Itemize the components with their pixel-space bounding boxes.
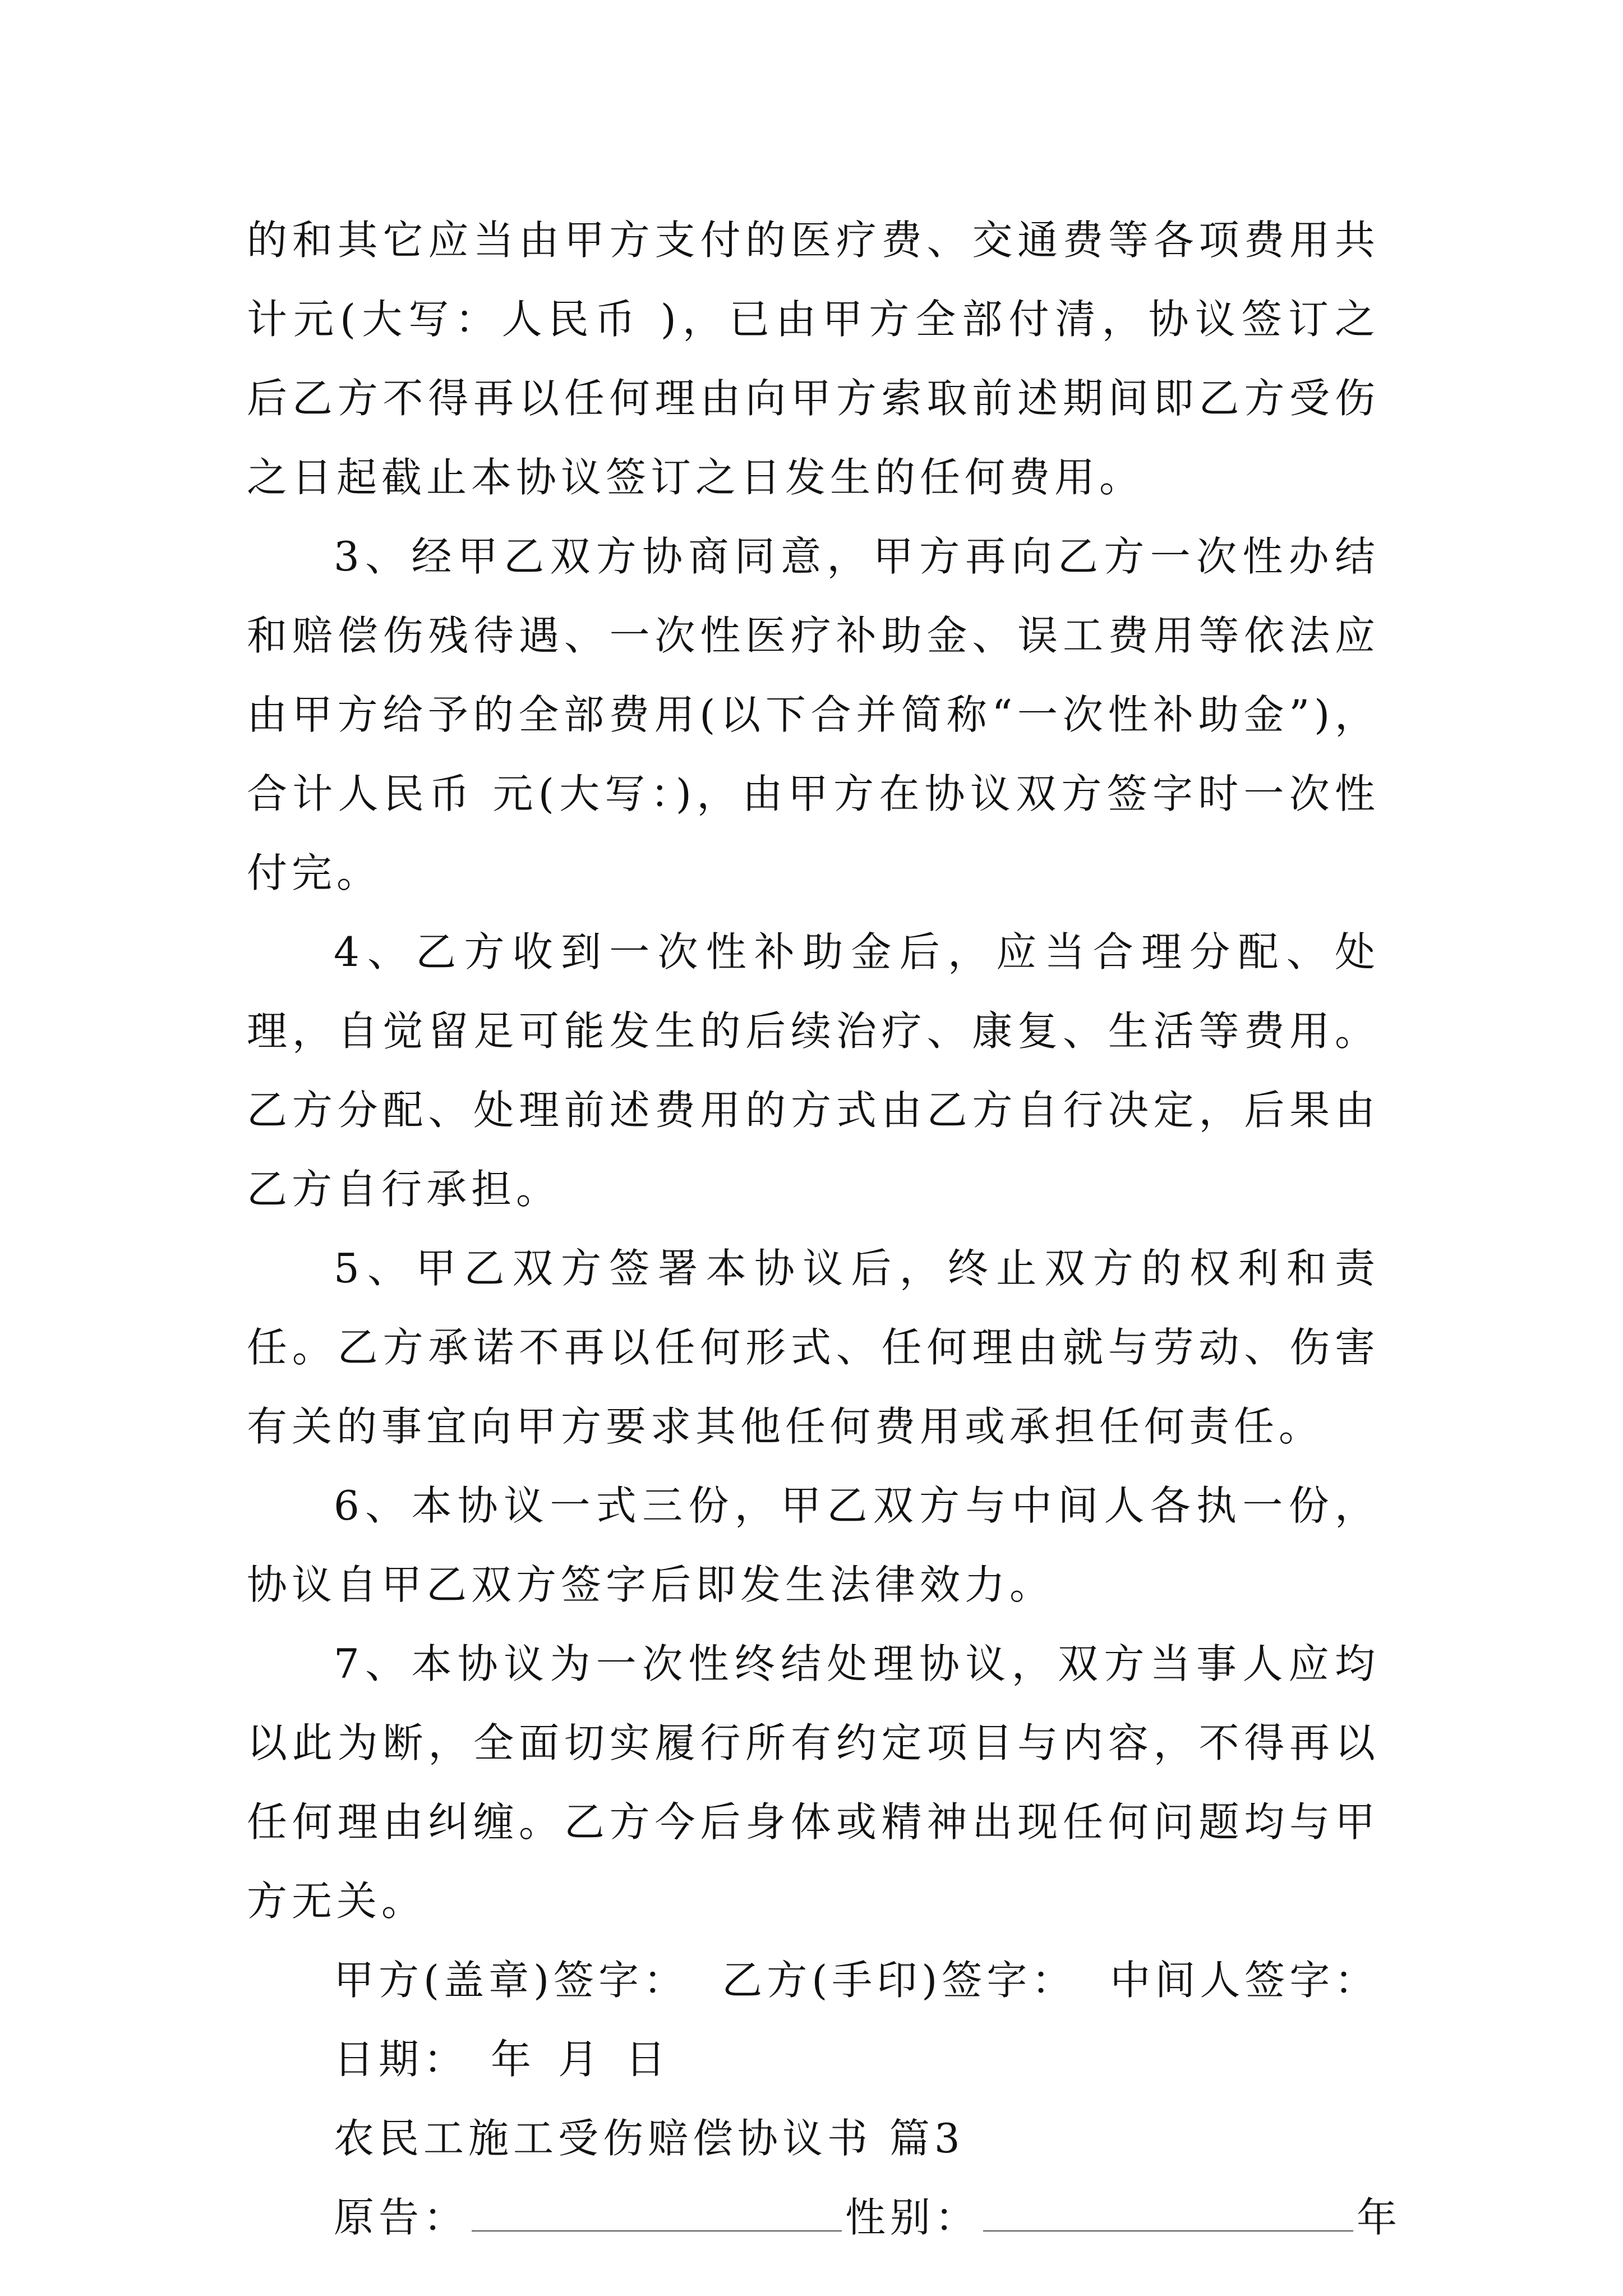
plaintiff-blank xyxy=(472,2230,842,2231)
clause-5: 5、甲乙双方签署本协议后，终止双方的权利和责任。乙方承诺不再以任何形式、任何理由就与劳动、伤害有关的事宜向甲方要求其他任何费用或承担任何责任。 xyxy=(247,1245,1380,1450)
date-line xyxy=(247,2020,1380,2099)
age-label-fragment: 年 xyxy=(1357,2194,1402,2241)
form-line xyxy=(247,2178,1402,2257)
party-a-signature-label: 甲方(盖章)签字： xyxy=(334,1957,689,2004)
document-body xyxy=(247,201,1402,2257)
middleman-signature-label: 中间人签字： xyxy=(1110,1957,1380,2004)
date-label: 日期： xyxy=(334,2036,469,2083)
clause-4: 4、乙方收到一次性补助金后，应当合理分配、处理，自觉留足可能发生的后续治疗、康复、生活等费用。乙方分配、处理前述费用的方式由乙方自行决定，后果由乙方自行承担。 xyxy=(247,928,1380,1213)
clause-3: 3、经甲乙双方协商同意，甲方再向乙方一次性办结和赔偿伤残待遇、一次性医疗补助金、误工费用等依法应由甲方给予的全部费用(以下合并简称“一次性补助金”)，合计人民币 元(大写：)，由甲方在协议双方签字时一次性付完。 xyxy=(247,533,1380,896)
signature-line xyxy=(247,1941,1380,2020)
date-month: 月 xyxy=(558,2036,603,2083)
date-year: 年 xyxy=(491,2036,536,2083)
gender-blank xyxy=(983,2230,1353,2231)
gender-label: 性别： xyxy=(845,2194,980,2241)
clause-7: 7、本协议为一次性终结处理协议，双方当事人应均以此为断，全面切实履行所有约定项目与内容，不得再以任何理由纠缠。乙方今后身体或精神出现任何问题均与甲方无关。 xyxy=(247,1640,1380,1925)
date-day: 日 xyxy=(625,2036,671,2083)
party-b-signature-label: 乙方(手印)签字： xyxy=(722,1957,1077,2004)
paragraph-continuation: 的和其它应当由甲方支付的医疗费、交通费等各项费用共计元(大写：人民币 )，已由甲方全部付清，协议签订之后乙方不得再以任何理由向甲方索取前述期间即乙方受伤之日起截止本协议签订之日发生的任何费用。 xyxy=(247,217,1380,501)
section-title: 农民工施工受伤赔偿协议书 篇3 xyxy=(334,2115,965,2162)
plaintiff-label: 原告： xyxy=(334,2194,469,2241)
clause-6: 6、本协议一式三份，甲乙双方与中间人各执一份，协议自甲乙双方签字后即发生法律效力。 xyxy=(247,1482,1380,1608)
